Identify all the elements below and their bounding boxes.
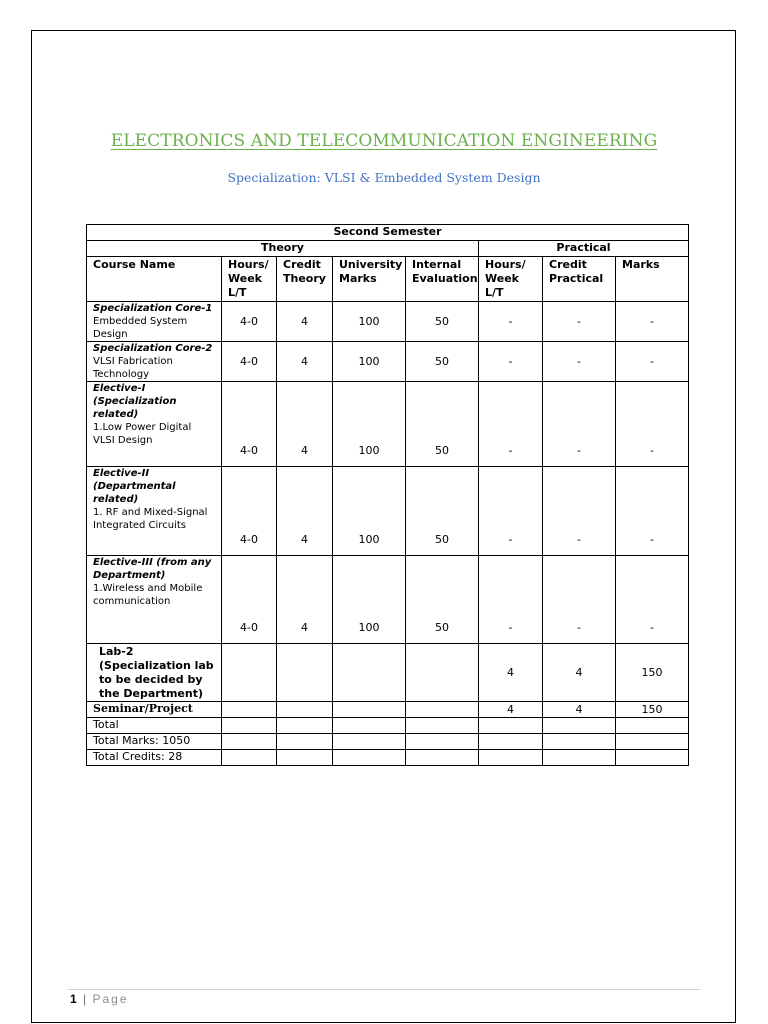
university-cell: 100 bbox=[333, 382, 406, 467]
empty-cell bbox=[222, 702, 277, 718]
credit-cell: 4 bbox=[277, 342, 333, 382]
footer-separator: | bbox=[83, 992, 87, 1006]
university-cell: 100 bbox=[333, 467, 406, 556]
col-marks: Marks bbox=[616, 257, 689, 302]
empty-cell bbox=[406, 718, 479, 734]
hours-cell: 4-0 bbox=[222, 342, 277, 382]
theory-header: Theory bbox=[87, 241, 479, 257]
col-hours-theory: Hours/ Week L/T bbox=[222, 257, 277, 302]
course-cell bbox=[87, 342, 222, 382]
university-cell: 100 bbox=[333, 342, 406, 382]
course-name: 1.Wireless and Mobile communication bbox=[93, 583, 203, 607]
internal-cell: 50 bbox=[406, 467, 479, 556]
empty-cell bbox=[277, 734, 333, 750]
p-marks-cell: - bbox=[616, 467, 689, 556]
table-row bbox=[87, 342, 689, 382]
p-hours-cell: - bbox=[479, 382, 543, 467]
course-category: Elective-II (Departmental related) bbox=[93, 468, 176, 505]
course-name: 1. RF and Mixed-Signal Integrated Circuits bbox=[93, 507, 208, 531]
course-category: Elective-III (from any Department) bbox=[93, 557, 212, 581]
empty-cell bbox=[543, 734, 616, 750]
internal-cell: 50 bbox=[406, 342, 479, 382]
empty-cell bbox=[406, 750, 479, 766]
p-hours-cell: 4 bbox=[479, 644, 543, 702]
course-category: Elective-I (Specialization related) bbox=[93, 383, 177, 420]
empty-cell bbox=[406, 644, 479, 702]
table-row bbox=[87, 556, 689, 644]
internal-cell: 50 bbox=[406, 556, 479, 644]
table-row bbox=[87, 702, 689, 718]
course-category: Specialization Core-1 bbox=[93, 303, 213, 314]
empty-cell bbox=[543, 750, 616, 766]
course-name: Embedded System Design bbox=[93, 316, 188, 340]
table-row bbox=[87, 302, 689, 342]
p-credit-cell: 4 bbox=[543, 702, 616, 718]
col-internal-evaluation: Internal Evaluation bbox=[406, 257, 479, 302]
internal-cell: 50 bbox=[406, 302, 479, 342]
lab-course-name: Lab-2 (Specialization lab to be decided by the Department) bbox=[87, 644, 222, 702]
table-row bbox=[87, 382, 689, 467]
course-name: VLSI Fabrication Technology bbox=[93, 356, 173, 380]
hours-cell: 4-0 bbox=[222, 382, 277, 467]
p-credit-cell: - bbox=[543, 302, 616, 342]
empty-cell bbox=[406, 734, 479, 750]
empty-cell bbox=[616, 734, 689, 750]
table-row bbox=[87, 750, 689, 766]
total-marks: Total Marks: 1050 bbox=[87, 734, 222, 750]
course-name: 1.Low Power Digital VLSI Design bbox=[93, 422, 192, 446]
empty-cell bbox=[406, 702, 479, 718]
p-credit-cell: 4 bbox=[543, 644, 616, 702]
internal-cell: 50 bbox=[406, 382, 479, 467]
p-hours-cell: - bbox=[479, 342, 543, 382]
course-cell bbox=[87, 382, 222, 467]
semester-header: Second Semester bbox=[87, 225, 689, 241]
p-credit-cell: - bbox=[543, 382, 616, 467]
table-row bbox=[87, 718, 689, 734]
p-hours-cell: - bbox=[479, 467, 543, 556]
hours-cell: 4-0 bbox=[222, 302, 277, 342]
empty-cell bbox=[333, 718, 406, 734]
empty-cell bbox=[333, 734, 406, 750]
empty-cell bbox=[277, 702, 333, 718]
credit-cell: 4 bbox=[277, 302, 333, 342]
course-cell bbox=[87, 467, 222, 556]
credit-cell: 4 bbox=[277, 382, 333, 467]
p-credit-cell: - bbox=[543, 342, 616, 382]
p-credit-cell: - bbox=[543, 556, 616, 644]
col-credit-practical: Credit Practical bbox=[543, 257, 616, 302]
empty-cell bbox=[616, 718, 689, 734]
p-hours-cell: - bbox=[479, 302, 543, 342]
p-hours-cell: - bbox=[479, 556, 543, 644]
col-credit-theory: Credit Theory bbox=[277, 257, 333, 302]
empty-cell bbox=[222, 644, 277, 702]
empty-cell bbox=[616, 750, 689, 766]
curriculum-table bbox=[86, 224, 689, 766]
page-footer bbox=[70, 992, 129, 1006]
footer-divider bbox=[68, 989, 700, 990]
empty-cell bbox=[479, 718, 543, 734]
empty-cell bbox=[222, 734, 277, 750]
empty-cell bbox=[333, 702, 406, 718]
empty-cell bbox=[333, 644, 406, 702]
empty-cell bbox=[222, 718, 277, 734]
page-title: ELECTRONICS AND TELECOMMUNICATION ENGINEERING bbox=[110, 131, 658, 151]
total-label: Total bbox=[87, 718, 222, 734]
credit-cell: 4 bbox=[277, 467, 333, 556]
empty-cell bbox=[479, 750, 543, 766]
p-marks-cell: - bbox=[616, 302, 689, 342]
empty-cell bbox=[277, 718, 333, 734]
table-row bbox=[87, 644, 689, 702]
p-credit-cell: - bbox=[543, 467, 616, 556]
p-hours-cell: 4 bbox=[479, 702, 543, 718]
practical-header: Practical bbox=[479, 241, 689, 257]
seminar-course-name: Seminar/Project bbox=[87, 702, 222, 718]
hours-cell: 4-0 bbox=[222, 556, 277, 644]
empty-cell bbox=[277, 750, 333, 766]
p-marks-cell: - bbox=[616, 342, 689, 382]
p-marks-cell: - bbox=[616, 556, 689, 644]
empty-cell bbox=[479, 734, 543, 750]
total-credits: Total Credits: 28 bbox=[87, 750, 222, 766]
page-word: Page bbox=[92, 992, 129, 1006]
p-marks-cell: 150 bbox=[616, 644, 689, 702]
table-row bbox=[87, 734, 689, 750]
course-cell bbox=[87, 302, 222, 342]
page-number: 1 bbox=[70, 992, 77, 1006]
col-university-marks: University Marks bbox=[333, 257, 406, 302]
university-cell: 100 bbox=[333, 556, 406, 644]
course-category: Specialization Core-2 bbox=[93, 343, 213, 354]
col-course-name: Course Name bbox=[87, 257, 222, 302]
empty-cell bbox=[222, 750, 277, 766]
university-cell: 100 bbox=[333, 302, 406, 342]
course-cell bbox=[87, 556, 222, 644]
empty-cell bbox=[543, 718, 616, 734]
p-marks-cell: - bbox=[616, 382, 689, 467]
credit-cell: 4 bbox=[277, 556, 333, 644]
hours-cell: 4-0 bbox=[222, 467, 277, 556]
empty-cell bbox=[277, 644, 333, 702]
col-hours-practical: Hours/ Week L/T bbox=[479, 257, 543, 302]
empty-cell bbox=[333, 750, 406, 766]
page-subtitle: Specialization: VLSI & Embedded System Design bbox=[227, 170, 541, 185]
p-marks-cell: 150 bbox=[616, 702, 689, 718]
table-row bbox=[87, 467, 689, 556]
